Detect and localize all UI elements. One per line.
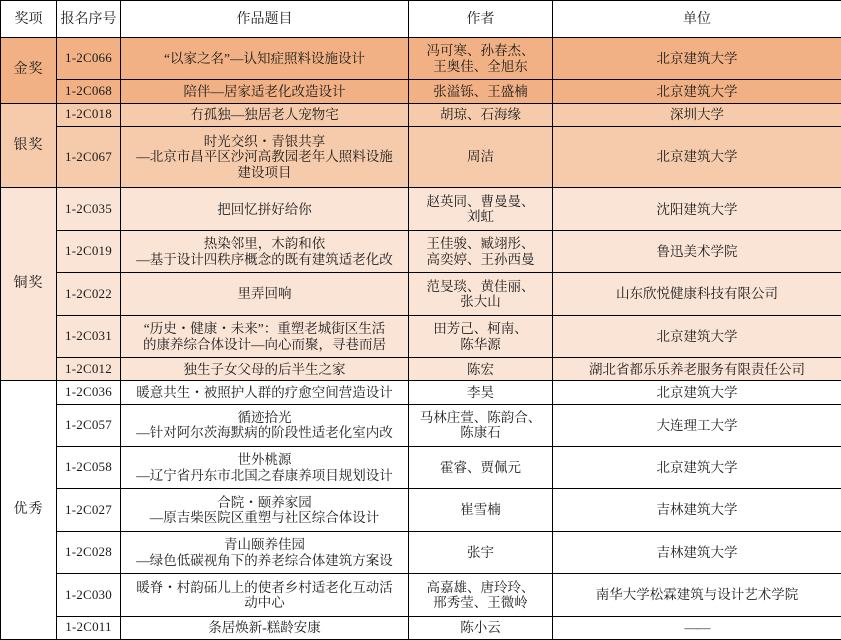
entry-code-cell: 1-2C028 <box>57 531 121 573</box>
entry-title-main: 暖脊・村韵砳儿上的使者乡村适老化互动活 <box>136 579 393 595</box>
table-row <box>1 38 841 80</box>
author-line: 王佳骏、臧翊彤、 <box>426 236 535 252</box>
entry-title-cell <box>121 126 409 188</box>
author-line: 高奕婷、王孙西曼 <box>426 251 535 267</box>
table-row <box>1 273 841 315</box>
entry-unit-cell: 沈阳建筑大学 <box>553 188 841 230</box>
entry-title-cell <box>121 381 409 404</box>
entry-title-sub: 动中心 <box>244 595 285 611</box>
author-line: 李昊 <box>467 384 494 400</box>
author-line: 崔雪楠 <box>460 502 501 518</box>
entry-unit-cell: 鲁迅美术学院 <box>553 230 841 272</box>
author-line: 霍睿、贾佩元 <box>440 459 521 475</box>
entry-unit-cell: 大连理工大学 <box>553 404 841 446</box>
author-line: 田芳己、柯南、 <box>433 321 528 337</box>
column-header-author: 作者 <box>409 1 553 38</box>
award-group-cell: 金奖 <box>1 38 57 104</box>
entry-title-cell <box>121 358 409 381</box>
entry-title-cell <box>121 446 409 488</box>
entry-unit-cell: 北京建筑大学 <box>553 38 841 80</box>
entry-title-main: 独生子女父母的后半生之家 <box>183 361 346 377</box>
entry-code-cell: 1-2C022 <box>57 273 121 315</box>
entry-title-cell <box>121 188 409 230</box>
author-line: 张溢铄、王盛楠 <box>433 83 528 99</box>
entry-author-cell <box>409 80 553 103</box>
author-line: 高嘉雄、唐玲玲、 <box>426 579 535 595</box>
entry-title-sub: —辽宁省丹东市北国之春康养项目规划设计 <box>136 467 393 483</box>
entry-unit-cell: 山东欣悦健康科技有限公司 <box>553 273 841 315</box>
entry-title-sub: —原吉柴医院区重塑与社区综合体设计 <box>149 510 380 526</box>
entry-unit-cell: 北京建筑大学 <box>553 381 841 404</box>
entry-unit-cell: 吉林建筑大学 <box>553 531 841 573</box>
entry-author-cell <box>409 230 553 272</box>
entry-unit-cell: 北京建筑大学 <box>553 126 841 188</box>
entry-title-main: 里弄回响 <box>237 286 292 302</box>
author-line: 赵英同、曹曼曼、 <box>426 193 535 209</box>
entry-title-main: 青山颐养佳园 <box>224 537 305 553</box>
entry-unit-cell: 北京建筑大学 <box>553 80 841 103</box>
column-header-unit: 单位 <box>553 1 841 38</box>
table-row <box>1 489 841 531</box>
entry-code-cell: 1-2C019 <box>57 230 121 272</box>
column-header-title: 作品题目 <box>121 1 409 38</box>
entry-author-cell <box>409 616 553 639</box>
entry-author-cell <box>409 38 553 80</box>
entry-title-sub: 建设项目 <box>237 164 292 180</box>
table-row <box>1 404 841 446</box>
entry-author-cell <box>409 126 553 188</box>
author-line: 邢秀莹、王微岭 <box>433 595 528 611</box>
author-line: 冯可寒、孙春杰、 <box>426 43 535 59</box>
header-row <box>1 1 841 38</box>
entry-title-cell <box>121 230 409 272</box>
author-line: 张宇 <box>467 544 494 560</box>
entry-title-cell <box>121 531 409 573</box>
entry-title-cell <box>121 616 409 639</box>
author-line: 范旻琰、黄佳丽、 <box>426 278 535 294</box>
table-row <box>1 358 841 381</box>
entry-author-cell <box>409 531 553 573</box>
entry-author-cell <box>409 574 553 616</box>
entry-code-cell: 1-2C030 <box>57 574 121 616</box>
entry-title-main: “历史・健康・未来”：重塑老城街区生活 <box>143 321 386 337</box>
entry-unit-cell: —— <box>553 616 841 639</box>
entry-title-sub: —基于设计四秩序概念的既有建筑适老化改 <box>136 251 393 267</box>
entry-title-cell <box>121 315 409 357</box>
table-row <box>1 315 841 357</box>
table-body <box>1 38 841 640</box>
entry-author-cell <box>409 315 553 357</box>
table-row <box>1 80 841 103</box>
entry-title-cell <box>121 103 409 126</box>
table-row <box>1 531 841 573</box>
table-row <box>1 574 841 616</box>
entry-title-main: 陪伴—居家适老化改造设计 <box>183 83 346 99</box>
entry-unit-cell: 南华大学松霖建筑与设计艺术学院 <box>553 574 841 616</box>
entry-title-sub: —针对阿尔茨海默病的阶段性适老化室内改 <box>136 425 393 441</box>
table-row <box>1 126 841 188</box>
entry-unit-cell: 吉林建筑大学 <box>553 489 841 531</box>
entry-title-main: 时光交织・青银共享 <box>203 134 326 149</box>
entry-author-cell <box>409 381 553 404</box>
entry-title-main: “以家之名”—认知症照料设施设计 <box>164 51 365 67</box>
table-row <box>1 230 841 272</box>
entry-title-cell <box>121 38 409 80</box>
entry-unit-cell: 湖北省都乐乐养老服务有限责任公司 <box>553 358 841 381</box>
table-row <box>1 103 841 126</box>
entry-author-cell <box>409 489 553 531</box>
entry-title-main: 循迹拾光 <box>237 409 292 425</box>
author-line: 张大山 <box>460 294 501 310</box>
entry-code-cell: 1-2C018 <box>57 103 121 126</box>
author-line: 周洁 <box>467 149 494 165</box>
entry-code-cell: 1-2C058 <box>57 446 121 488</box>
award-group-cell: 银奖 <box>1 103 57 188</box>
entry-author-cell <box>409 273 553 315</box>
entry-code-cell: 1-2C066 <box>57 38 121 80</box>
entry-unit-cell: 北京建筑大学 <box>553 315 841 357</box>
entry-title-cell <box>121 404 409 446</box>
table-row <box>1 616 841 639</box>
entry-code-cell: 1-2C011 <box>57 616 121 639</box>
entry-title-main: 暖意共生・被照护人群的疗愈空间营造设计 <box>136 384 393 400</box>
entry-title-cell <box>121 273 409 315</box>
author-line: 王奥佳、全旭东 <box>433 58 528 74</box>
entry-title-main: 条居焕新-糕龄安康 <box>208 620 321 636</box>
entry-author-cell <box>409 103 553 126</box>
entry-code-cell: 1-2C067 <box>57 126 121 188</box>
entry-code-cell: 1-2C031 <box>57 315 121 357</box>
entry-author-cell <box>409 188 553 230</box>
entry-title-cell <box>121 574 409 616</box>
entry-unit-cell: 北京建筑大学 <box>553 446 841 488</box>
author-line: 胡琼、石海缘 <box>440 106 521 122</box>
entry-title-main: 冇孤独—独居老人宠物宅 <box>190 106 339 122</box>
column-header-award: 奖项 <box>1 1 57 38</box>
table-header <box>1 1 841 38</box>
entry-author-cell <box>409 404 553 446</box>
table-row <box>1 381 841 404</box>
entry-title-cell <box>121 489 409 531</box>
entry-code-cell: 1-2C027 <box>57 489 121 531</box>
entry-code-cell: 1-2C035 <box>57 188 121 230</box>
entry-title-sub: 的康养综合体设计—向心而聚，寻巷而居 <box>143 336 386 352</box>
entry-code-cell: 1-2C036 <box>57 381 121 404</box>
table-row <box>1 446 841 488</box>
award-group-cell: 优秀 <box>1 381 57 640</box>
entry-title-sub: —绿色低碳视角下的养老综合体建筑方案设 <box>136 552 393 568</box>
entry-code-cell: 1-2C057 <box>57 404 121 446</box>
author-line: 陈华源 <box>460 336 501 352</box>
entry-title-cell <box>121 80 409 103</box>
entry-author-cell <box>409 446 553 488</box>
entry-title-main: 把回忆拼好给你 <box>217 201 312 217</box>
author-line: 陈宏 <box>467 361 494 377</box>
entry-title-sub: —北京市昌平区沙河高教园老年人照料设施 <box>136 149 393 165</box>
author-line: 刘虹 <box>467 209 494 225</box>
entry-title-main: 热染邻里，木韵和依 <box>203 236 326 252</box>
entry-code-cell: 1-2C068 <box>57 80 121 103</box>
entry-code-cell: 1-2C012 <box>57 358 121 381</box>
author-line: 陈小云 <box>460 620 501 636</box>
table-row <box>1 188 841 230</box>
entry-author-cell <box>409 358 553 381</box>
award-group-cell: 铜奖 <box>1 188 57 381</box>
entry-title-main: 世外桃源 <box>237 452 292 468</box>
column-header-code: 报名序号 <box>57 1 121 38</box>
author-line: 马林庄萱、陈韵合、 <box>419 409 542 425</box>
entry-unit-cell: 深圳大学 <box>553 103 841 126</box>
author-line: 陈康石 <box>460 425 501 441</box>
entry-title-main: 合院・颐养家园 <box>217 494 312 510</box>
